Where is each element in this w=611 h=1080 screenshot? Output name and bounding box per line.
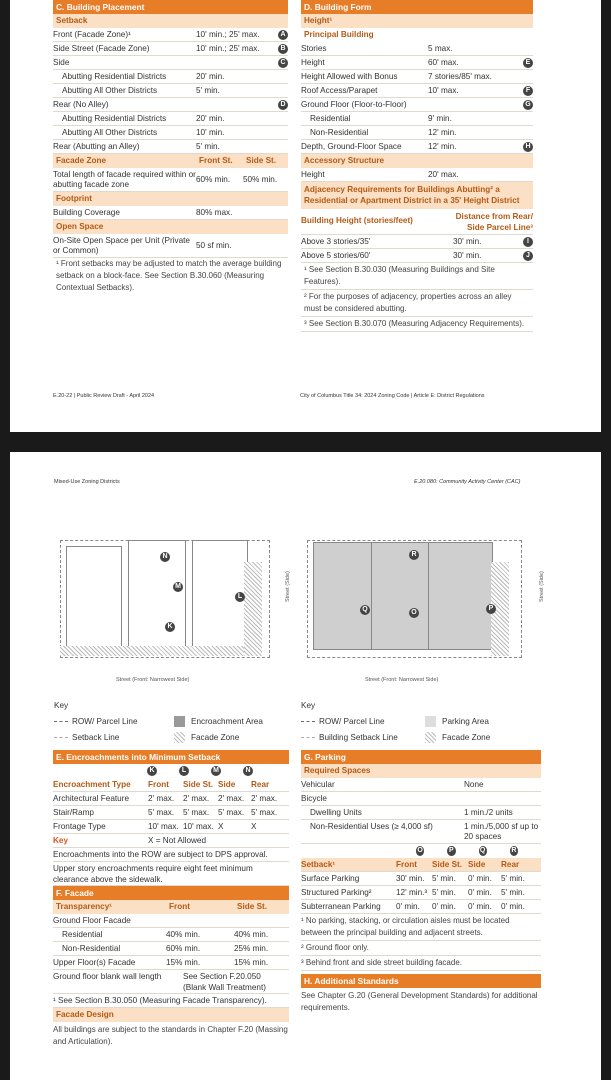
setback-row [53, 98, 288, 112]
setback-line-icon [54, 737, 68, 738]
encroachment-swatch-icon [174, 716, 185, 727]
row-value: 60% min. [166, 944, 201, 954]
footer-right: City of Columbus Title 34: 2024 Zoning Code | Article E: District Regulations [300, 393, 485, 399]
key-label: Facade Zone [191, 732, 240, 742]
col-header: Rear [501, 860, 520, 869]
table-cell: Structured Parking² [301, 888, 372, 897]
coverage-row [53, 206, 288, 220]
row-label: Side [53, 58, 70, 67]
row-label: Side Street (Facade Zone) [53, 44, 150, 53]
row-label: On-Site Open Space per Unit (Private or Common) [53, 236, 190, 256]
vehicular-row [301, 778, 541, 792]
table-cell: Frontage Type [53, 822, 106, 831]
row-value: 60% min. [196, 175, 231, 184]
row-label: Abutting Residential Districts [62, 72, 167, 81]
table-row [301, 886, 541, 900]
row-value: 10' max. [428, 86, 459, 95]
row-value: 9' min. [428, 114, 452, 123]
key-right [301, 697, 541, 745]
footer-left: E.20-22 | Public Review Draft - April 2024 [53, 393, 155, 399]
col-header: Rear [251, 780, 270, 789]
adjacency-row [301, 249, 533, 263]
subheader: Facade Design [53, 1008, 289, 1022]
row-value: 12' min. [428, 142, 457, 151]
table-cell: 5' min. [432, 874, 456, 883]
row-label: Roof Access/Parapet [301, 86, 378, 95]
table-row [301, 900, 541, 914]
fz-front: Front St. [199, 156, 233, 165]
parking-section [301, 750, 541, 1016]
badge-row [53, 764, 289, 778]
subheader: Setback [53, 14, 288, 28]
table-cell: Stair/Ramp [53, 808, 94, 817]
row-label: Ground floor blank wall length [53, 972, 162, 982]
side-label: Side St. [237, 902, 268, 912]
row-value: 1 min./2 units [464, 808, 513, 817]
section-note: ¹ No parking, stacking, or circulation aisles must be located between the principal building and adjacent streets. [301, 914, 541, 941]
row-label: Front (Facade Zone)¹ [53, 30, 131, 39]
form-row [301, 140, 533, 154]
row-label: Residential [62, 930, 103, 940]
facade-zone-front [60, 646, 244, 656]
key-value: X = Not Allowed [148, 836, 207, 845]
row-label: Building Height (stories/feet) [301, 215, 413, 225]
key-item [174, 729, 263, 745]
row-value: 20' min. [196, 114, 225, 123]
col-badge: R [511, 847, 517, 854]
row-value: 20' max. [428, 170, 459, 179]
table-cell: 2' max. [183, 794, 210, 803]
form-row [301, 70, 533, 84]
setback-row [53, 126, 288, 140]
row-value: None [464, 780, 484, 789]
row-value: 40% min. [166, 930, 201, 940]
setback-row [53, 140, 288, 154]
section-header: E. Encroachments into Minimum Setback [53, 750, 289, 764]
key-item [301, 713, 425, 729]
key-title: Key [301, 700, 316, 710]
transparency-label: Transparency¹ [56, 902, 112, 912]
row-label: Height Allowed with Bonus [301, 72, 398, 81]
section-note: ¹ Front setbacks may be adjusted to match the average building setback on a block-face. See Section B.30.060 (Measuring Contextual Setbacks). [56, 259, 282, 292]
row-label: Non-Residential [62, 944, 121, 954]
key-label: Parking Area [442, 716, 489, 726]
col-header: Encroachment Type [53, 780, 131, 789]
form-row [301, 56, 533, 70]
badge-m: M [173, 582, 183, 592]
subheader: Adjacency Requirements for Buildings Abutting² a Residential or Apartment District in a 35' Height District [301, 182, 533, 209]
setback-line-icon [301, 737, 315, 738]
row-value: 5' min. [196, 86, 220, 95]
ground-floor-row: Ground Floor Facade [53, 914, 289, 928]
col-badge: Q [479, 847, 486, 854]
subheader: Height¹ [301, 14, 533, 28]
key-item [174, 713, 263, 729]
key-label: Encroachment Area [191, 716, 263, 726]
setback-row [53, 70, 288, 84]
table-cell: 0' min. [501, 902, 525, 911]
encroachments-facade-section [53, 750, 289, 1050]
row-badge: D [278, 100, 288, 110]
building-placement-section [53, 0, 288, 294]
setback-row [53, 42, 288, 56]
table-cell: 5' max. [218, 808, 245, 817]
setback-row [53, 56, 288, 70]
table-cell: 5' max. [148, 808, 175, 817]
row-value: 12' min. [428, 128, 457, 137]
row-label: Height [301, 170, 325, 179]
subheader [53, 154, 288, 168]
col-badge: P [449, 847, 454, 854]
key-label: Setback Line [72, 732, 120, 742]
row-value: 10' min.; 25' max. [196, 44, 260, 53]
section-note: ¹ See Section B.30.030 (Measuring Buildings and Site Features). [301, 263, 533, 290]
open-space-row [53, 234, 288, 258]
table-cell: X [218, 822, 224, 831]
section-header: D. Building Form [301, 0, 533, 14]
fz-label: Facade Zone [56, 156, 107, 165]
row-value: 40% min. [234, 930, 269, 940]
section-header: H. Additional Standards [301, 974, 541, 988]
badge-n: N [160, 552, 170, 562]
row-value: 10' min. [196, 128, 225, 137]
building-outline [371, 542, 429, 650]
page-lower [10, 452, 601, 1080]
key-title: Key [54, 700, 69, 710]
key-label: ROW/ Parcel Line [319, 716, 385, 726]
front-label: Front [169, 902, 190, 912]
table-cell: 5' min. [501, 888, 525, 897]
badge-row [301, 844, 541, 858]
key-item [54, 729, 174, 745]
table-cell: 5' min. [501, 874, 525, 883]
adjacency-row [301, 235, 533, 249]
table-cell: 0' min. [468, 888, 492, 897]
table-cell: 2' max. [218, 794, 245, 803]
table-header [301, 858, 541, 872]
row-label: Rear (Abutting an Alley) [53, 142, 140, 151]
building-form-section [301, 0, 533, 332]
badge-p: P [486, 604, 496, 614]
street-side-label: Street (Side) [285, 571, 291, 602]
table-cell: Architectural Feature [53, 794, 129, 803]
row-label: Above 3 stories/35' [301, 236, 371, 246]
row-badge: E [523, 58, 533, 68]
badge-l: L [235, 592, 245, 602]
col-badge: N [243, 766, 253, 776]
row-value: 50% min. [243, 175, 278, 184]
row-value: 25% min. [234, 944, 269, 954]
row-label: Vehicular [301, 780, 335, 789]
table-cell: 12' min.³ [396, 888, 428, 897]
building-block-2 [128, 540, 186, 654]
subheader: Open Space [53, 220, 288, 234]
row-label: Height [301, 58, 325, 67]
row-label: Upper Floor(s) Facade [53, 958, 136, 968]
setback-row [53, 28, 288, 42]
note-row: Encroachments into the ROW are subject to DPS approval. [53, 848, 289, 862]
table-header [53, 778, 289, 792]
dwelling-row [301, 806, 541, 820]
row-label: Total length of facade required within or abutting facade zone [53, 170, 196, 190]
table-cell: 5' max. [251, 808, 278, 817]
key-label: Key [53, 836, 69, 845]
row-value: 10' min.; 25' max. [196, 30, 260, 39]
header-right: E.20.080: Community Activity Center (CAC) [414, 479, 521, 485]
street-front-label-2: Street (Front: Narrowest Side) [365, 677, 439, 683]
facade-zone-side [244, 562, 262, 656]
row-label: Abutting Residential Districts [62, 114, 167, 123]
setback-row [53, 84, 288, 98]
facade-zone-swatch-icon [174, 732, 185, 743]
table-row [53, 820, 289, 834]
setback-row [53, 112, 288, 126]
table-cell: 0' min. [432, 902, 456, 911]
table-cell: 2' max. [148, 794, 175, 803]
row-value: 5' min. [196, 142, 220, 151]
section-note: ² For the purposes of adjacency, properties across an alley must be considered abutting. [301, 290, 533, 317]
row-badge: B [278, 44, 288, 54]
section-note: ² Ground floor only. [301, 941, 541, 956]
section-header: G. Parking [301, 750, 541, 764]
table-cell: 10' max. [183, 822, 214, 831]
row-value: Distance from Rear/ Side Parcel Line³ [455, 211, 533, 233]
row-value: 15% min. [234, 958, 269, 968]
table-row [53, 792, 289, 806]
additional-text: See Chapter G.20 (General Development Standards) for additional requirements. [301, 991, 538, 1012]
facade-row [53, 928, 289, 942]
col-badge: L [179, 766, 189, 776]
row-value: 7 stories/85' max. [428, 72, 492, 81]
facade-row [53, 956, 289, 970]
table-row [301, 872, 541, 886]
badge-o: O [409, 608, 419, 618]
row-label: Depth, Ground-Floor Space [301, 142, 402, 151]
col-header: Side [468, 860, 486, 869]
col-header: Setback¹ [301, 860, 336, 869]
subheader: Footprint [53, 192, 288, 206]
key-item [54, 713, 174, 729]
note-row: ¹ See Section B.30.050 (Measuring Facade Transparency). [53, 994, 289, 1008]
row-value: See Section F.20.050 (Blank Wall Treatment) [183, 972, 266, 992]
badge-q: Q [360, 605, 370, 615]
key-item [301, 729, 425, 745]
row-label: Above 5 stories/60' [301, 250, 371, 260]
subheader: Required Spaces [301, 764, 541, 778]
key-item [425, 729, 490, 745]
blank-wall-row [53, 970, 289, 994]
col-header: Side [218, 780, 236, 789]
row-label: Dwelling Units [310, 808, 362, 817]
badge-r: R [409, 550, 419, 560]
row-badge: H [523, 142, 533, 152]
row-label: Non-Residential [310, 128, 369, 137]
section-note: ³ Behind front and side street building facade. [301, 956, 541, 971]
subheader: Accessory Structure [301, 154, 533, 168]
key-row [53, 834, 289, 848]
subheader [53, 900, 289, 914]
col-badge: O [417, 847, 423, 854]
form-row [301, 84, 533, 98]
adjacency-header [301, 209, 533, 235]
table-cell: 0' min. [396, 902, 420, 911]
row-line-icon [301, 721, 315, 722]
table-cell: Surface Parking [301, 874, 360, 883]
table-cell: Subterranean Parking [301, 902, 381, 911]
form-row [301, 126, 533, 140]
form-row [301, 98, 533, 112]
subheader: Principal Building [301, 28, 533, 42]
row-value: 5 max. [428, 44, 453, 53]
street-front-label: Street (Front: Narrowest Side) [116, 677, 190, 683]
parking-diagram [301, 522, 545, 683]
section-header: C. Building Placement [53, 0, 288, 14]
nonres-row [301, 820, 541, 844]
street-side-label-2: Street (Side) [539, 571, 545, 602]
facade-zone-row [53, 168, 288, 192]
col-header: Front [148, 780, 169, 789]
table-cell: 5' max. [183, 808, 210, 817]
section-note: ³ See Section B.30.070 (Measuring Adjacency Requirements). [301, 317, 533, 332]
row-label: Non-Residential Uses (≥ 4,000 sf) [310, 822, 433, 831]
row-label: Rear (No Alley) [53, 100, 109, 109]
parking-swatch-icon [425, 716, 436, 727]
row-badge: C [278, 58, 288, 68]
table-cell: 30' min. [396, 874, 425, 883]
header-left: Mixed-Use Zoning Districts [54, 479, 120, 485]
col-badge: M [211, 766, 221, 776]
table-cell: 0' min. [468, 902, 492, 911]
row-value: 30' min. [453, 236, 482, 246]
row-label: Residential [310, 114, 351, 123]
row-label: Stories [301, 44, 327, 53]
key-left [54, 697, 289, 745]
col-header: Side St. [183, 780, 214, 789]
form-row [301, 112, 533, 126]
table-row [53, 806, 289, 820]
table-cell: 10' max. [148, 822, 179, 831]
row-value: 60' max. [428, 58, 459, 67]
accessory-row [301, 168, 533, 182]
row-label: Abutting All Other Districts [62, 86, 158, 95]
col-header: Side St. [432, 860, 463, 869]
row-value: 50 sf min. [196, 241, 232, 250]
row-badge: A [278, 30, 288, 40]
row-line-icon [54, 721, 68, 722]
form-row [301, 42, 533, 56]
row-label: Building Coverage [53, 208, 120, 217]
col-badge: K [147, 766, 157, 776]
row-value: 1 min./5,000 sf up to 20 spaces [464, 822, 539, 842]
row-label: Ground Floor (Floor-to-Floor) [301, 100, 407, 109]
row-badge: F [523, 86, 533, 96]
fz-side: Side St. [246, 156, 277, 165]
design-text: All buildings are subject to the standards in Chapter F.20 (Massing and Articulation). [53, 1025, 288, 1047]
key-label: Facade Zone [442, 732, 491, 742]
row-value: 15% min. [166, 958, 201, 968]
key-item [425, 713, 490, 729]
facade-row [53, 942, 289, 956]
table-cell: 2' max. [251, 794, 278, 803]
col-header: Front [396, 860, 417, 869]
row-badge: I [523, 237, 533, 247]
page-upper [10, 0, 601, 432]
row-value: 80% max. [196, 208, 233, 217]
row-badge: G [523, 100, 533, 110]
key-label: Building Setback Line [319, 732, 398, 742]
badge-k: K [165, 622, 175, 632]
section-header: F. Facade [53, 886, 289, 900]
building-block-1 [66, 546, 122, 654]
key-label: ROW/ Parcel Line [72, 716, 138, 726]
bicycle-row: Bicycle [301, 792, 541, 806]
row-label: Abutting All Other Districts [62, 128, 158, 137]
table-cell: 5' min. [432, 888, 456, 897]
row-value: 20' min. [196, 72, 225, 81]
row-badge: J [523, 251, 533, 261]
note-row: Upper story encroachments require eight feet minimum clearance above the sidewalk. [53, 862, 289, 886]
table-cell: X [251, 822, 257, 831]
facade-zone-swatch-icon [425, 732, 436, 743]
row-value: 30' min. [453, 250, 482, 260]
table-cell: 0' min. [468, 874, 492, 883]
encroachment-diagram [54, 522, 291, 683]
